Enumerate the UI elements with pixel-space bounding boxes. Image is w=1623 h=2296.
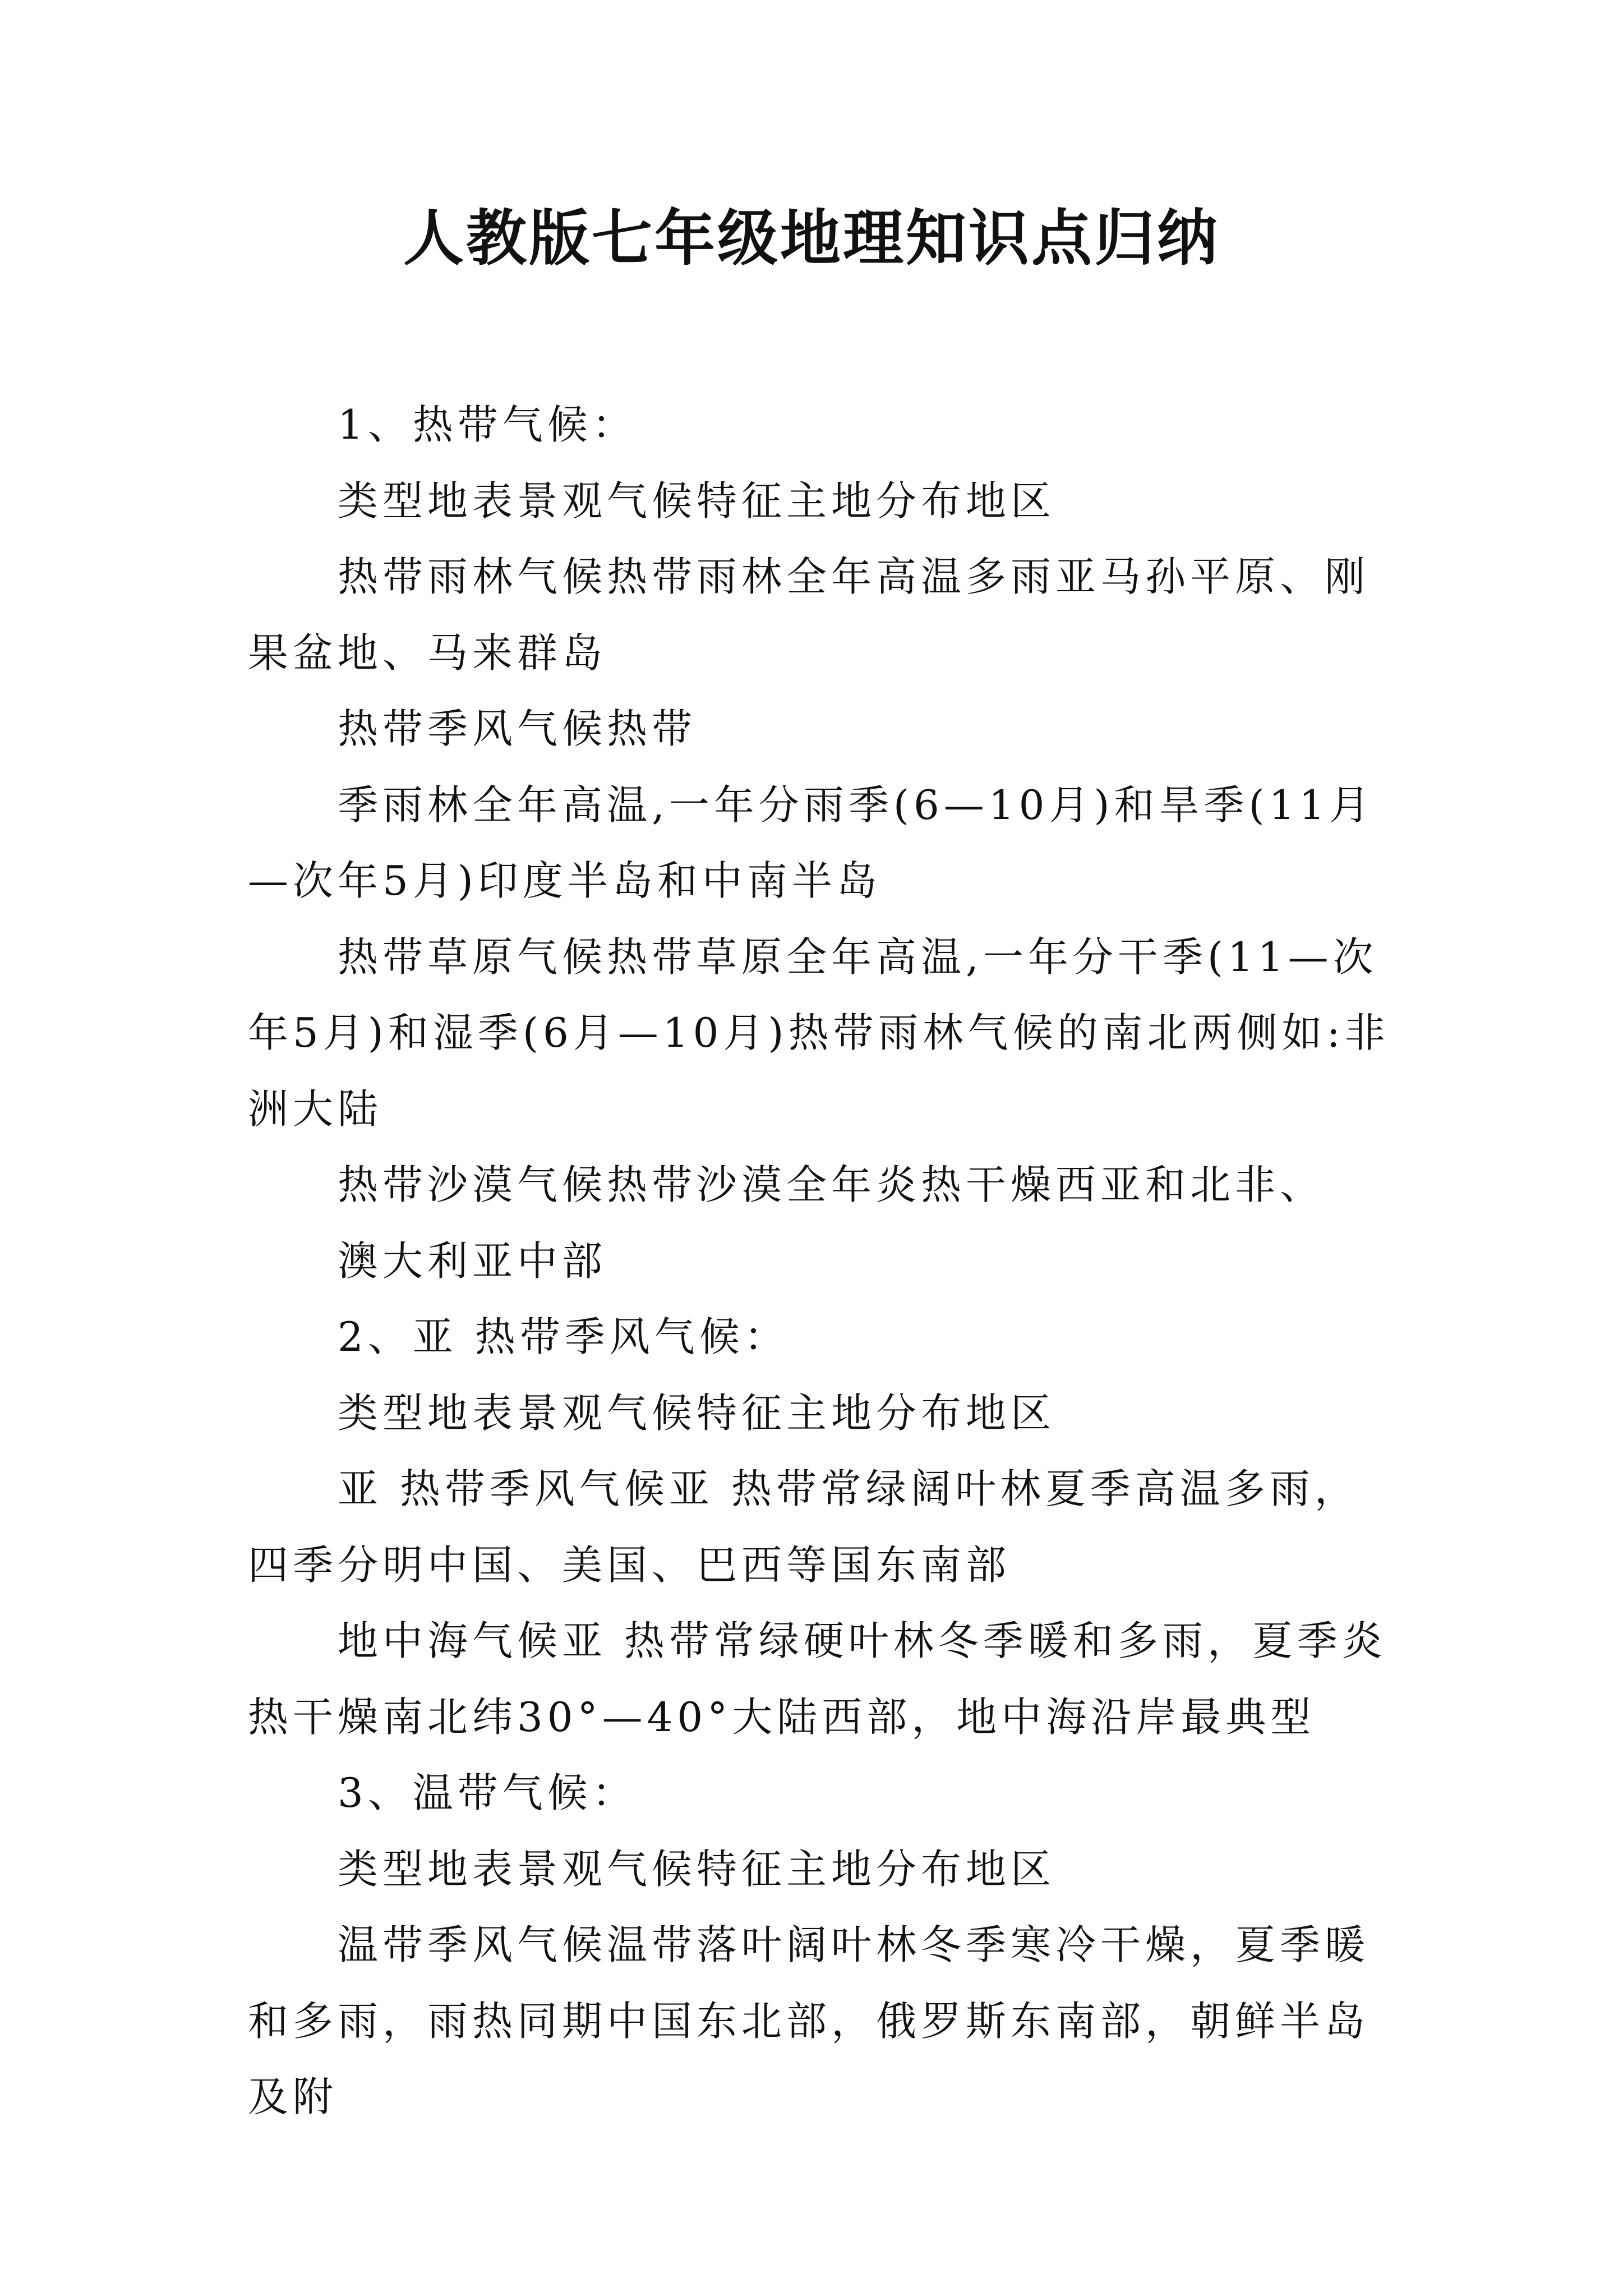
paragraph: 澳大利亚中部	[338, 1237, 607, 1285]
paragraph: 热带草原气候热带草原全年高温,一年分干季(11—次年5月)和湿季(6月—10月)热带雨林气候的南北两侧如:非洲大陆	[248, 933, 1390, 1133]
paragraph: 2、亚 热带季风气候：	[338, 1313, 789, 1360]
document-body	[248, 387, 1392, 2136]
paragraph: 亚 热带季风气候亚 热带常绿阔叶林夏季高温多雨，四季分明中国、美国、巴西等国东南部	[248, 1465, 1359, 1589]
paragraph: 3、温带气候：	[338, 1769, 637, 1816]
paragraph: 类型地表景观气候特征主地分布地区	[338, 477, 1056, 524]
paragraph: 温带季风气候温带落叶阔叶林冬季寒冷干燥，夏季暖和多雨，雨热同期中国东北部，俄罗斯东南部，朝鲜半岛及附	[248, 1921, 1370, 2120]
paragraph: 热带雨林气候热带雨林全年高温多雨亚马孙平原、刚果盆地、马来群岛	[248, 553, 1370, 677]
paragraph: 季雨林全年高温,一年分雨季(6—10月)和旱季(11月—次年5月)印度半岛和中南半岛	[248, 781, 1375, 904]
paragraph: 类型地表景观气候特征主地分布地区	[338, 1389, 1056, 1437]
paragraph: 热带季风气候热带	[338, 705, 697, 752]
document-title: 人教版七年级地理知识点归纳	[403, 203, 1220, 274]
paragraph: 1、热带气候：	[338, 401, 637, 448]
paragraph: 热带沙漠气候热带沙漠全年炎热干燥西亚和北非、	[338, 1161, 1325, 1208]
paragraph: 地中海气候亚 热带常绿硬叶林冬季暖和多雨，夏季炎热干燥南北纬30°—40°大陆西部，地中海沿岸最典型	[248, 1617, 1387, 1741]
paragraph: 类型地表景观气候特征主地分布地区	[338, 1845, 1056, 1893]
